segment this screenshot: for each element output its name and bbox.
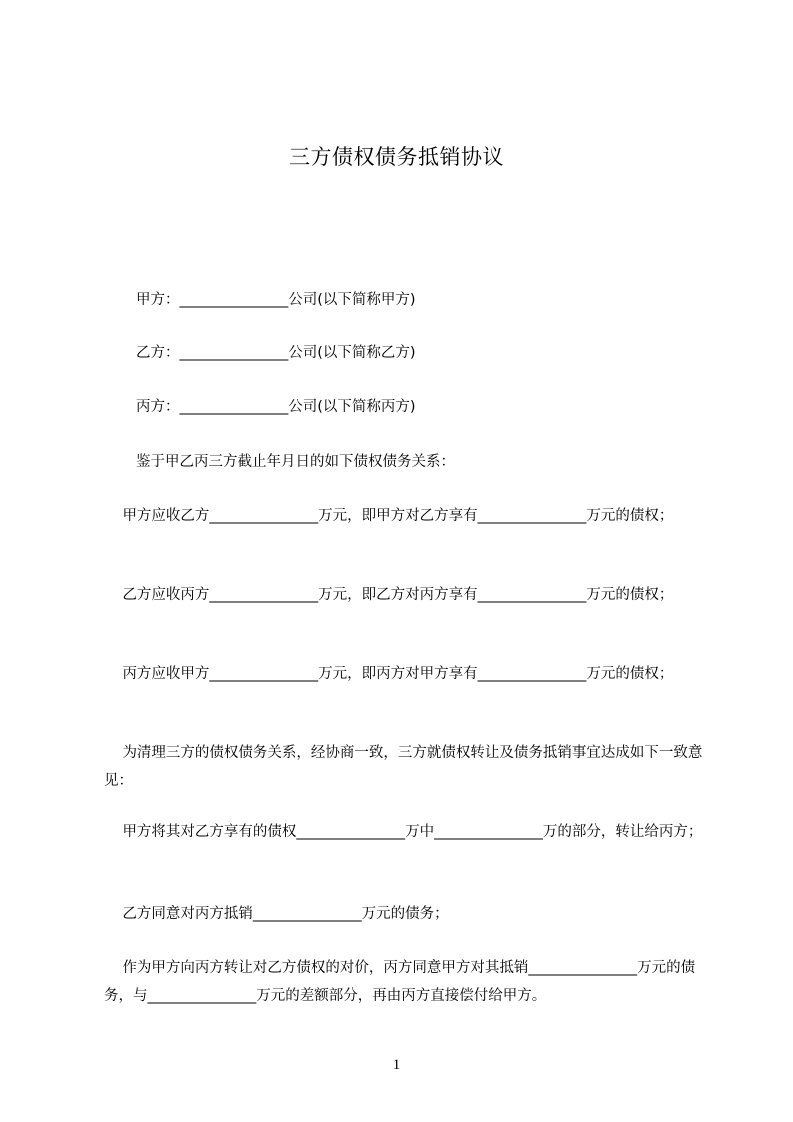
clause-agreement-intro: 为清理三方的债权债务关系，经协商一致，三方就债权转让及债务抵销事宜达成如下一致意见： <box>104 745 703 789</box>
clause-transfer: 甲方将其对乙方享有的债权_______________万中_______________万的部分，转让给丙方； <box>104 824 703 840</box>
clause-offset-b: 乙方同意对丙方抵销_______________万元的债务； <box>104 906 449 922</box>
clause-consideration: 作为甲方向丙方转让对乙方债权的对价，丙方同意甲方对其抵销_______________万元的债务，与_______________万元的差额部分，再由丙方直接偿付给甲方。 <box>104 960 696 1004</box>
document-title: 三方债权债务抵销协议 <box>289 145 504 169</box>
clause-a-receivable: 甲方应收乙方_______________万元，即甲方对乙方享有_______________万元的债权； <box>104 508 674 524</box>
party-c-line: 丙方：_______________公司(以下简称丙方) <box>136 399 416 415</box>
clause-b-receivable: 乙方应收丙方_______________万元，即乙方对丙方享有_______________万元的债权； <box>104 587 674 603</box>
clause-c-receivable: 丙方应收甲方_______________万元，即丙方对甲方享有_______________万元的债权； <box>104 666 674 682</box>
party-a-line: 甲方：_______________公司(以下简称甲方) <box>136 292 416 308</box>
intro-line: 鉴于甲乙丙三方截止年月日的如下债权债务关系： <box>136 454 455 470</box>
page-number: 1 <box>392 1057 401 1073</box>
party-b-line: 乙方：_______________公司(以下简称乙方) <box>136 345 416 361</box>
